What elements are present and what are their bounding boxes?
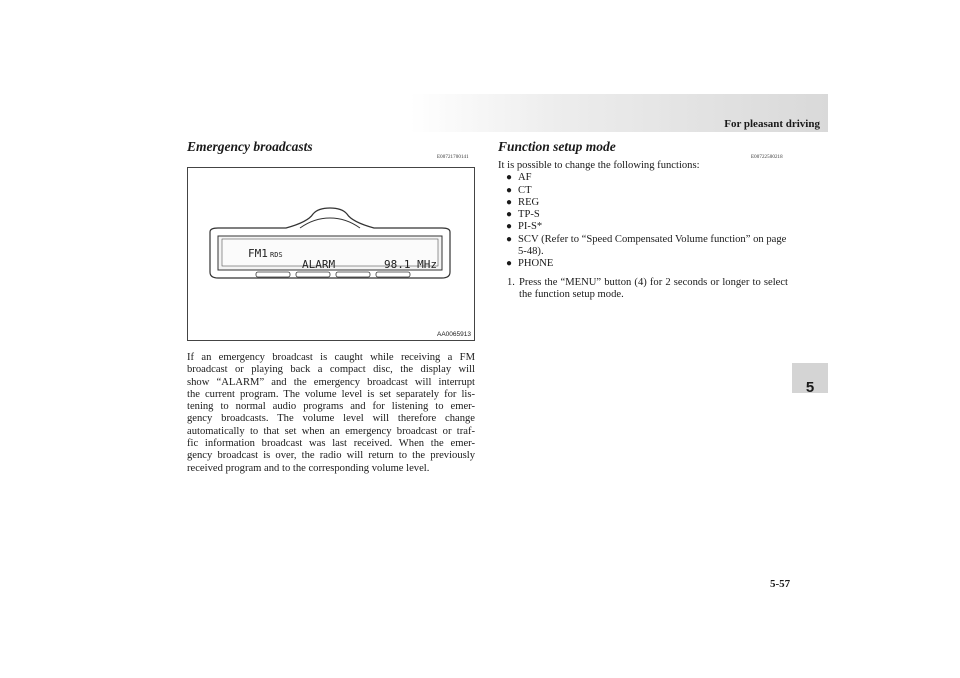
list-item-text: CT: [518, 184, 532, 196]
paragraph-line: automatically to that set when an emergency broadcast or traf-: [187, 425, 475, 437]
function-setup-title: Function setup mode: [498, 139, 616, 154]
bullet-icon: ●: [506, 209, 513, 221]
running-header: For pleasant driving: [724, 118, 820, 130]
paragraph-line: fic information broadcast was last received. When the emer-: [187, 438, 475, 450]
bullet-icon: ●: [506, 233, 513, 245]
list-item: [498, 234, 788, 259]
list-item-text: PHONE: [518, 258, 554, 270]
bullet-icon: ●: [506, 172, 513, 184]
list-item: [498, 185, 788, 197]
display-rds-text: RDS: [270, 251, 283, 259]
page-number: 5-57: [770, 578, 791, 590]
display-band-text: FM1: [248, 247, 268, 260]
chapter-tab: 5: [792, 363, 828, 393]
paragraph-line: tening to normal audio programs and for listening to emer-: [187, 401, 475, 413]
list-item-text: REG: [518, 196, 540, 208]
emergency-broadcasts-paragraph: [187, 352, 475, 475]
paragraph-line: If an emergency broadcast is caught while receiving a FM: [187, 352, 475, 363]
step-text: Press the “MENU” button (4) for 2 seconds or longer to select the function setup mode.: [519, 276, 788, 300]
bullet-icon: ●: [506, 184, 513, 196]
bullet-icon: ●: [506, 196, 513, 208]
list-item-text: TP-S: [518, 209, 540, 221]
function-setup-code: E00722500218: [751, 155, 783, 160]
intro-text: It is possible to change the following functions:: [498, 160, 700, 171]
step-item: [498, 277, 788, 302]
list-item: [498, 172, 788, 184]
bullet-icon: ●: [506, 221, 513, 233]
step-number: 1.: [507, 276, 515, 288]
list-item-text: AF: [518, 172, 532, 184]
paragraph-line: broadcast or playing back a compact disc, the display will: [187, 364, 475, 376]
paragraph-line: gency broadcast is over, the radio will return to the previously: [187, 450, 475, 462]
radio-display-illustration: [188, 168, 476, 342]
emergency-broadcasts-code: E00721700141: [437, 155, 469, 160]
paragraph-line: gency broadcasts. The volume level will therefore change: [187, 413, 475, 425]
bullet-icon: ●: [506, 258, 513, 270]
display-alarm-text: ALARM: [302, 258, 336, 271]
list-item: [498, 221, 788, 233]
list-item: [498, 258, 788, 270]
display-frequency-text: 98.1 MHz: [384, 258, 437, 271]
paragraph-line: received program and to the corresponding volume level.: [187, 462, 430, 474]
radio-display-figure: [187, 167, 475, 341]
figure-id: AA0065913: [437, 331, 471, 338]
list-item: [498, 197, 788, 209]
paragraph-line: show “ALARM” and the emergency broadcast will interrupt: [187, 376, 475, 388]
list-item: [498, 209, 788, 221]
emergency-broadcasts-title: Emergency broadcasts: [187, 139, 313, 154]
function-setup-body: [498, 160, 788, 301]
list-item-text: PI-S*: [518, 221, 543, 233]
list-item-text: SCV (Refer to “Speed Compensated Volume function” on page 5-48).: [518, 233, 787, 258]
paragraph-line: the current program. The volume level is set separately for lis-: [187, 388, 475, 400]
